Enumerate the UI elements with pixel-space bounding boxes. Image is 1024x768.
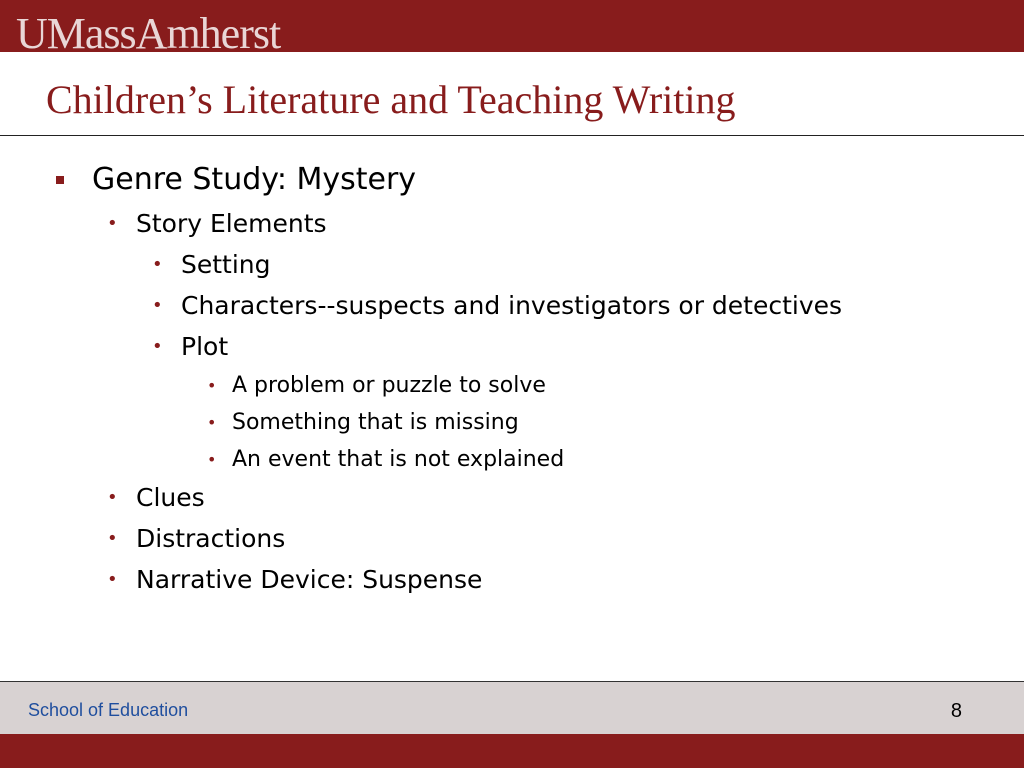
bullet-item: [107, 523, 285, 555]
bullet-item: [56, 162, 416, 198]
slide-title: Children’s Literature and Teaching Writing: [46, 77, 736, 122]
dot-bullet-icon: •: [107, 528, 118, 549]
dot-bullet-icon: •: [152, 336, 163, 357]
dot-bullet-icon: •: [107, 569, 118, 590]
header-banner: [0, 0, 1024, 52]
footer-label: School of Education: [28, 700, 189, 720]
bullet-text: Genre Study: Mystery: [92, 162, 417, 197]
square-bullet-icon: [56, 176, 64, 184]
bullet-text: Characters--suspects and investigators or detectives: [181, 291, 843, 320]
bullet-text: An event that is not explained: [232, 447, 565, 472]
bullet-text: Something that is missing: [232, 410, 519, 435]
bullet-item: [107, 208, 327, 240]
bullet-item: [207, 409, 519, 437]
bullet-text: Clues: [136, 483, 205, 512]
dot-bullet-icon: •: [152, 254, 163, 275]
bullet-item: [207, 372, 546, 400]
dot-bullet-icon: •: [207, 450, 217, 469]
bullet-item: [152, 290, 842, 322]
dot-bullet-icon: •: [207, 413, 217, 432]
title-divider: [0, 135, 1024, 136]
bullet-item: [152, 249, 271, 281]
dot-bullet-icon: •: [207, 376, 217, 395]
bullet-text: Plot: [181, 332, 229, 361]
bottom-banner: [0, 734, 1024, 768]
bullet-item: [207, 446, 564, 474]
umass-amherst-logo: UMassAmherst: [16, 9, 281, 52]
page-number: 8: [950, 700, 962, 722]
bullet-item: [107, 564, 482, 596]
dot-bullet-icon: •: [152, 295, 163, 316]
footer-bar: [0, 681, 1024, 734]
dot-bullet-icon: •: [107, 487, 118, 508]
dot-bullet-icon: •: [107, 213, 118, 234]
bullet-item: [107, 482, 205, 514]
bullet-text: A problem or puzzle to solve: [232, 373, 546, 398]
bullet-item: [152, 331, 228, 363]
bullet-text: Story Elements: [136, 209, 327, 238]
bullet-text: Narrative Device: Suspense: [136, 565, 483, 594]
bullet-text: Distractions: [136, 524, 286, 553]
bullet-text: Setting: [181, 250, 271, 279]
